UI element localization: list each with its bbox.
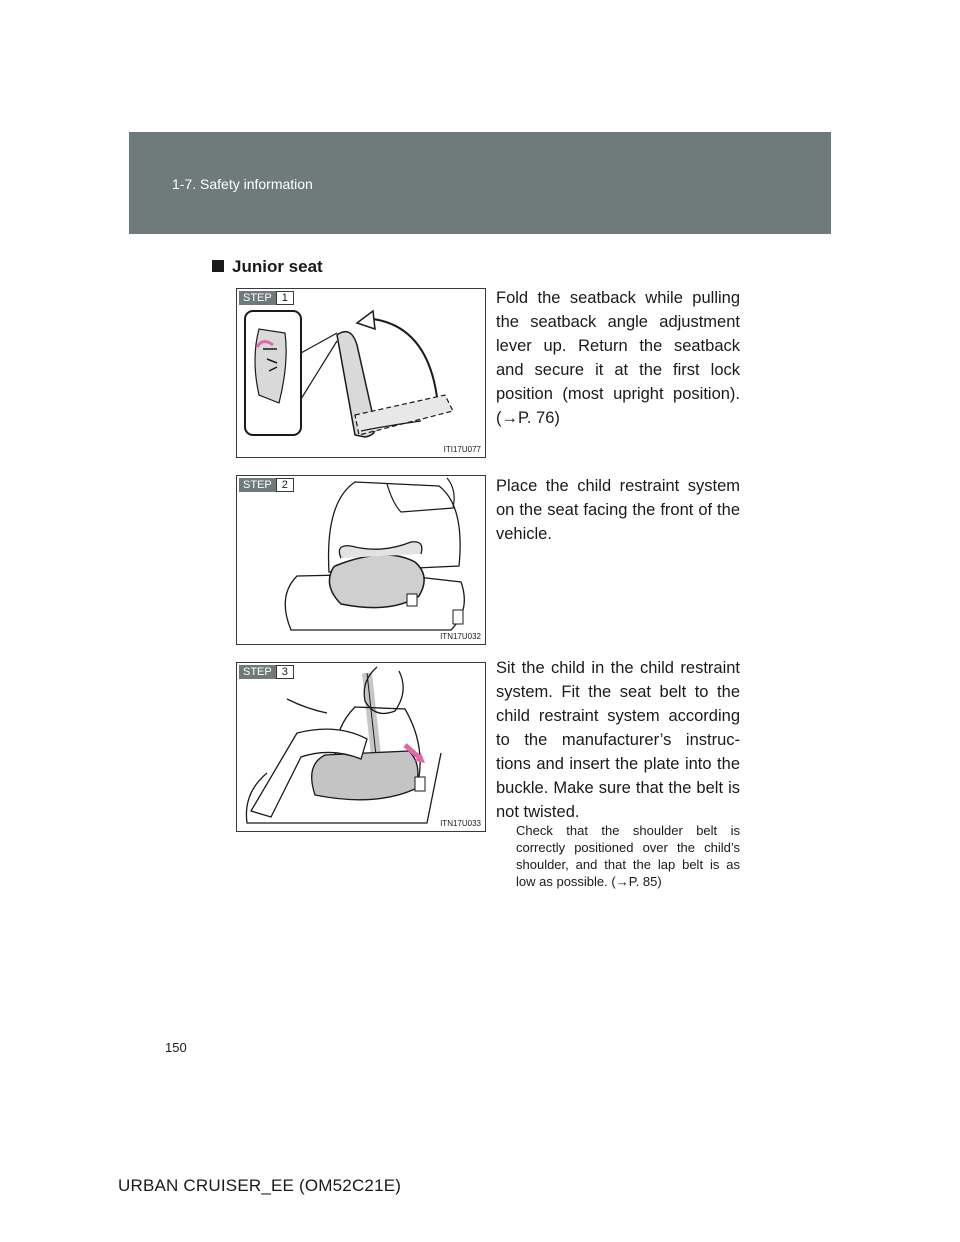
figure-code: ITI17U077 bbox=[443, 445, 481, 454]
figure-step-1 bbox=[236, 288, 486, 458]
square-bullet-icon bbox=[212, 260, 224, 272]
step-3-note: Check that the shoulder belt is correctly positioned over the child’s shoulder, and that the lap belt is as low as possible. (→P. 85) bbox=[516, 823, 740, 889]
footer-model: URBAN CRUISER_EE (OM52C21E) bbox=[118, 1176, 402, 1195]
step-3-text: Sit the child in the child restraint system. Fit the seat belt to the child restraint system according to the manufacturer’s instruc-tions and insert the plate into the buckle. Make sure that the belt is not twisted. bbox=[496, 659, 740, 821]
section-label: 1-7. Safety information bbox=[172, 176, 313, 192]
step-word: STEP bbox=[239, 478, 276, 492]
step-number: 1 bbox=[276, 291, 294, 305]
subheading-text: Junior seat bbox=[232, 257, 323, 276]
figure-code: ITN17U033 bbox=[440, 819, 481, 828]
step-tag-2 bbox=[239, 478, 294, 492]
figure-step-2 bbox=[236, 475, 486, 645]
step-tag-3 bbox=[239, 665, 294, 679]
figure-step-3 bbox=[236, 662, 486, 832]
header-band bbox=[129, 132, 831, 234]
page-number: 150 bbox=[165, 1040, 187, 1055]
step-2-text: Place the child restraint system on the seat facing the front of the vehicle. bbox=[496, 477, 740, 543]
step-tag-1 bbox=[239, 291, 294, 305]
child-seated-illustration bbox=[237, 663, 485, 831]
booster-seat-illustration bbox=[237, 476, 485, 644]
step-number: 3 bbox=[276, 665, 294, 679]
step-number: 2 bbox=[276, 478, 294, 492]
step-word: STEP bbox=[239, 291, 276, 305]
step-word: STEP bbox=[239, 665, 276, 679]
seat-fold-illustration bbox=[237, 289, 485, 457]
figure-code: ITN17U032 bbox=[440, 632, 481, 641]
step-1-text: Fold the seatback while pulling the seatback angle adjustment lever up. Return the seatback and secure it at the first lock position (most upright position). (→P. 76) bbox=[496, 289, 740, 427]
subheading bbox=[212, 257, 323, 277]
